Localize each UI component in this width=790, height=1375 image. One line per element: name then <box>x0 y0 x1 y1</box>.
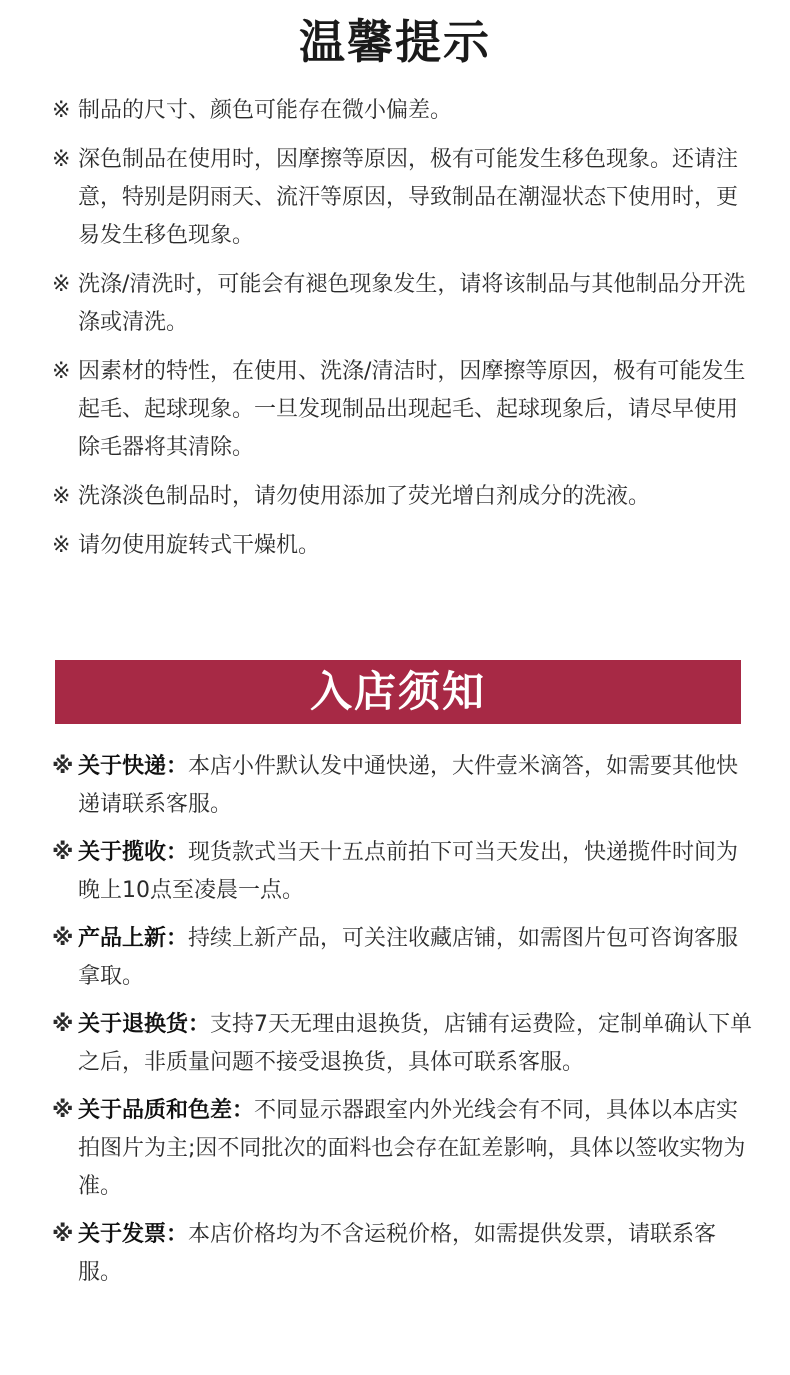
notice-text: 不同显示器跟室内外光线会有不同，具体以本店实拍图片为主;因不同批次的面料也会存在缸差影响，具体以签收实物为准。 <box>78 1098 746 1199</box>
tip-text: 制品的尺寸、颜色可能存在微小偏差。 <box>78 98 453 123</box>
reference-mark: ※ <box>52 1222 74 1247</box>
tip-text: 请勿使用旋转式干燥机。 <box>78 533 321 558</box>
reference-mark: ※ <box>52 272 71 297</box>
notice-text: 本店小件默认发中通快递，大件壹米滴答，如需要其他快递请联系客服。 <box>78 754 739 817</box>
notice-item <box>52 834 752 910</box>
notice-label: 关于退换货： <box>78 1012 211 1037</box>
tip-item <box>52 92 752 130</box>
notice-label: 产品上新： <box>78 926 189 951</box>
notice-label: 关于揽收： <box>78 840 189 865</box>
store-notice-banner: 入店须知 <box>55 660 741 724</box>
reference-mark: ※ <box>52 1098 74 1123</box>
notice-label: 关于发票： <box>78 1222 189 1247</box>
tip-text: 深色制品在使用时，因摩擦等原因，极有可能发生移色现象。还请注意，特别是阴雨天、流汗等原因，导致制品在潮湿状态下使用时，更易发生移色现象。 <box>78 147 739 248</box>
notice-label: 关于品质和色差： <box>78 1098 255 1123</box>
tip-item <box>52 353 752 467</box>
reference-mark: ※ <box>52 1012 74 1037</box>
reference-mark: ※ <box>52 147 71 172</box>
reference-mark: ※ <box>52 840 74 865</box>
notice-item <box>52 1006 752 1082</box>
tip-item <box>52 478 752 516</box>
notice-label: 关于快递： <box>78 754 189 779</box>
notice-text: 支持7天无理由退换货，店铺有运费险，定制单确认下单之后，非质量问题不接受退换货，具体可联系客服。 <box>78 1012 753 1075</box>
notice-item <box>52 748 752 824</box>
store-notice-list <box>52 748 752 1302</box>
notice-item <box>52 1092 752 1206</box>
reference-mark: ※ <box>52 754 74 779</box>
tips-list <box>52 92 752 576</box>
reference-mark: ※ <box>52 484 71 509</box>
reference-mark: ※ <box>52 533 71 558</box>
tip-item <box>52 266 752 342</box>
tip-text: 因素材的特性，在使用、洗涤/清洁时，因摩擦等原因，极有可能发生起毛、起球现象。一旦发现制品出现起毛、起球现象后，请尽早使用除毛器将其清除。 <box>78 359 746 460</box>
notice-item <box>52 920 752 996</box>
tip-item <box>52 527 752 565</box>
reference-mark: ※ <box>52 98 71 123</box>
notice-text: 现货款式当天十五点前拍下可当天发出，快递揽件时间为晚上10点至凌晨一点。 <box>78 840 739 903</box>
notice-text: 持续上新产品，可关注收藏店铺，如需图片包可咨询客服拿取。 <box>78 926 739 989</box>
tip-item <box>52 141 752 255</box>
page-title: 温馨提示 <box>299 15 491 69</box>
notice-text: 本店价格均为不含运税价格，如需提供发票，请联系客服。 <box>78 1222 717 1285</box>
tip-text: 洗涤/清洗时，可能会有褪色现象发生，请将该制品与其他制品分开洗涤或清洗。 <box>78 272 746 335</box>
tip-text: 洗涤淡色制品时，请勿使用添加了荧光增白剂成分的洗液。 <box>78 484 651 509</box>
reference-mark: ※ <box>52 359 71 384</box>
reference-mark: ※ <box>52 926 74 951</box>
notice-item <box>52 1216 752 1292</box>
